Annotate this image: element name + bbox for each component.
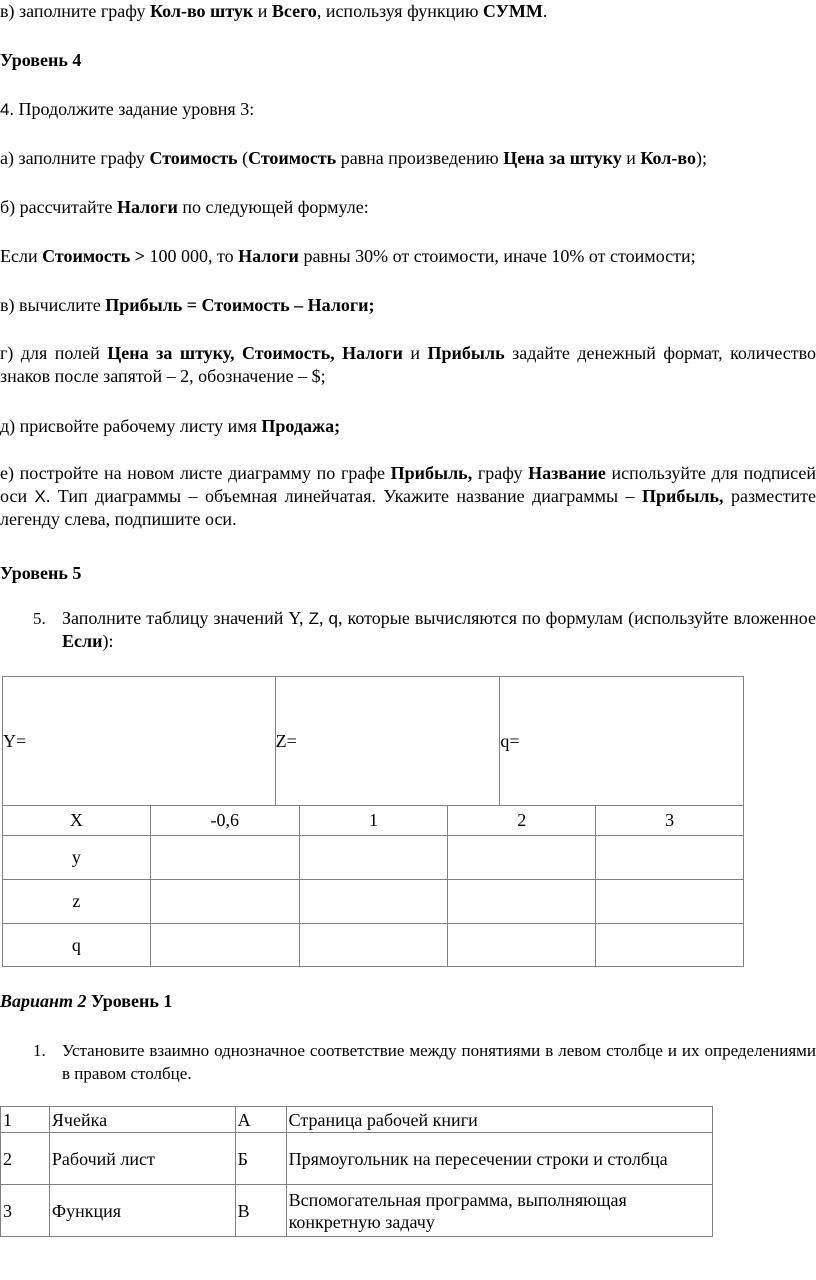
table-row-x xyxy=(3,806,744,836)
values-table xyxy=(2,676,744,967)
text-span: Если xyxy=(0,246,43,266)
bold-term: Прибыль, xyxy=(390,463,473,483)
table-cell: y xyxy=(3,836,151,880)
table-cell: 3 xyxy=(596,806,744,836)
bold-term: Название xyxy=(528,463,606,483)
variant-label: Вариант 2 xyxy=(0,991,87,1011)
matching-table xyxy=(0,1106,713,1237)
text-span: а) заполните графу xyxy=(0,148,150,168)
header-cell-q: q= xyxy=(500,677,744,806)
bold-term: Цена за штуку, Стоимость, Налоги xyxy=(107,343,403,363)
term-cell: Ячейка xyxy=(49,1107,235,1133)
definition-cell: Страница рабочей книги xyxy=(286,1107,712,1133)
level-label: Уровень 1 xyxy=(86,991,173,1011)
term-cell: Рабочий лист xyxy=(49,1133,235,1185)
letter-cell: А xyxy=(235,1107,286,1133)
axis-letter: X xyxy=(34,487,46,506)
text-span: б) рассчитайте xyxy=(0,197,118,217)
table-cell: 2 xyxy=(448,806,596,836)
row-number: 2 xyxy=(1,1133,50,1185)
table-row xyxy=(3,924,744,967)
table-cell: 1 xyxy=(299,806,448,836)
table-cell xyxy=(448,924,596,967)
text-span: графу xyxy=(472,463,529,483)
table-row xyxy=(3,880,744,924)
letter-cell: В xyxy=(235,1185,286,1237)
text-span: равны 30% от стоимости, иначе 10% от стоимости; xyxy=(298,246,696,266)
term-cell: Функция xyxy=(49,1185,235,1237)
variant-heading xyxy=(0,990,172,1012)
definition-cell: Вспомогательная программа, выполняющая конкретную задачу xyxy=(286,1185,712,1237)
text-span: . Продолжите задание уровня 3: xyxy=(9,99,255,119)
task-number: 4 xyxy=(0,100,10,119)
table-cell xyxy=(448,836,596,880)
text-span: и xyxy=(621,148,641,168)
header-cell-z: Z= xyxy=(275,677,500,806)
text-span: . xyxy=(542,1,548,21)
text-line xyxy=(0,0,547,22)
task-1-text: Установите взаимно однозначное соответствие между понятиями в левом столбце и их определениями в правом столбце. xyxy=(62,1041,816,1083)
text-span: в) вычислите xyxy=(0,295,106,315)
text-span: г) для полей xyxy=(0,343,108,363)
row-number: 3 xyxy=(1,1185,50,1237)
bold-term: Цена за штуку xyxy=(503,148,622,168)
text-span: . Тип диаграммы – объемная линейчатая. Укажите название диаграммы – xyxy=(45,486,642,506)
text-span: и xyxy=(253,1,272,21)
table-cell xyxy=(299,880,448,924)
text-span: е) постройте на новом листе диаграмму по графе xyxy=(0,463,391,483)
text-paragraph xyxy=(0,462,816,531)
bold-term: Кол-во штук xyxy=(149,1,254,21)
table-header-row xyxy=(3,677,744,806)
table-row xyxy=(1,1107,713,1133)
table-row xyxy=(3,836,744,880)
text-span: ( xyxy=(237,148,249,168)
text-span: по следующей формуле: xyxy=(177,197,369,217)
table-cell xyxy=(596,924,744,967)
text-span: Заполните таблицу значений Y, xyxy=(62,608,309,628)
letter-cell: Б xyxy=(235,1133,286,1185)
text-span: ): xyxy=(102,631,114,651)
table-cell: q xyxy=(3,924,151,967)
table-cell xyxy=(150,880,299,924)
text-span: разместите легенду слева, подпишите оси. xyxy=(0,486,816,529)
text-line xyxy=(0,196,369,218)
text-span: , используя функцию xyxy=(316,1,483,21)
row-number: 1 xyxy=(1,1107,50,1133)
text-line xyxy=(0,415,340,437)
bold-term: Прибыль, xyxy=(641,486,724,506)
table-cell xyxy=(299,924,448,967)
table-cell xyxy=(596,880,744,924)
table-cell: -0,6 xyxy=(150,806,299,836)
table-cell xyxy=(448,880,596,924)
var-letter: q xyxy=(328,609,338,628)
table-cell: X xyxy=(3,806,151,836)
table-cell xyxy=(299,836,448,880)
bold-term: Всего xyxy=(271,1,317,21)
text-line xyxy=(0,147,707,169)
text-span: используйте для подписей оси xyxy=(0,463,816,506)
heading-level-4: Уровень 4 xyxy=(0,50,82,70)
task-5-text xyxy=(62,607,816,653)
text-span: равна произведению xyxy=(336,148,504,168)
table-cell xyxy=(596,836,744,880)
text-paragraph xyxy=(0,342,816,388)
text-span: 100 000, то xyxy=(144,246,239,266)
list-number: 1. xyxy=(33,1041,46,1060)
bold-term: Стоимость > xyxy=(42,246,145,266)
list-number: 5. xyxy=(33,609,46,628)
bold-term: Налоги xyxy=(238,246,299,266)
bold-term: Стоимость xyxy=(149,148,238,168)
bold-term: Налоги xyxy=(117,197,178,217)
table-cell xyxy=(150,924,299,967)
bold-term: Стоимость xyxy=(248,148,337,168)
heading-level-5: Уровень 5 xyxy=(0,563,82,583)
table-cell xyxy=(150,836,299,880)
bold-term: СУММ xyxy=(482,1,543,21)
bold-term: Кол-во xyxy=(640,148,696,168)
text-span: задайте денежный формат, количество знаков после запятой – 2, обозначение – $; xyxy=(0,343,816,386)
bold-term: Прибыль = Стоимость – Налоги; xyxy=(105,295,375,315)
text-span: д) присвойте рабочему листу имя xyxy=(0,416,262,436)
text-line xyxy=(0,294,374,316)
table-cell: z xyxy=(3,880,151,924)
text-span: , которые вычисляются по формулам (используйте вложенное xyxy=(338,608,816,628)
text-span: и xyxy=(402,343,428,363)
table-row xyxy=(1,1133,713,1185)
bold-term: Прибыль xyxy=(427,343,505,363)
text-span: в) заполните графу xyxy=(0,1,150,21)
text-line xyxy=(0,245,696,267)
definition-cell: Прямоугольник на пересечении строки и столбца xyxy=(286,1133,712,1185)
text-span: ); xyxy=(695,148,707,168)
text-line xyxy=(0,98,254,121)
bold-term: Если xyxy=(62,631,103,651)
bold-term: Продажа; xyxy=(261,416,341,436)
header-cell-y: Y= xyxy=(3,677,276,806)
var-letter: Z xyxy=(308,609,319,628)
text-span: , xyxy=(318,608,329,628)
table-row xyxy=(1,1185,713,1237)
